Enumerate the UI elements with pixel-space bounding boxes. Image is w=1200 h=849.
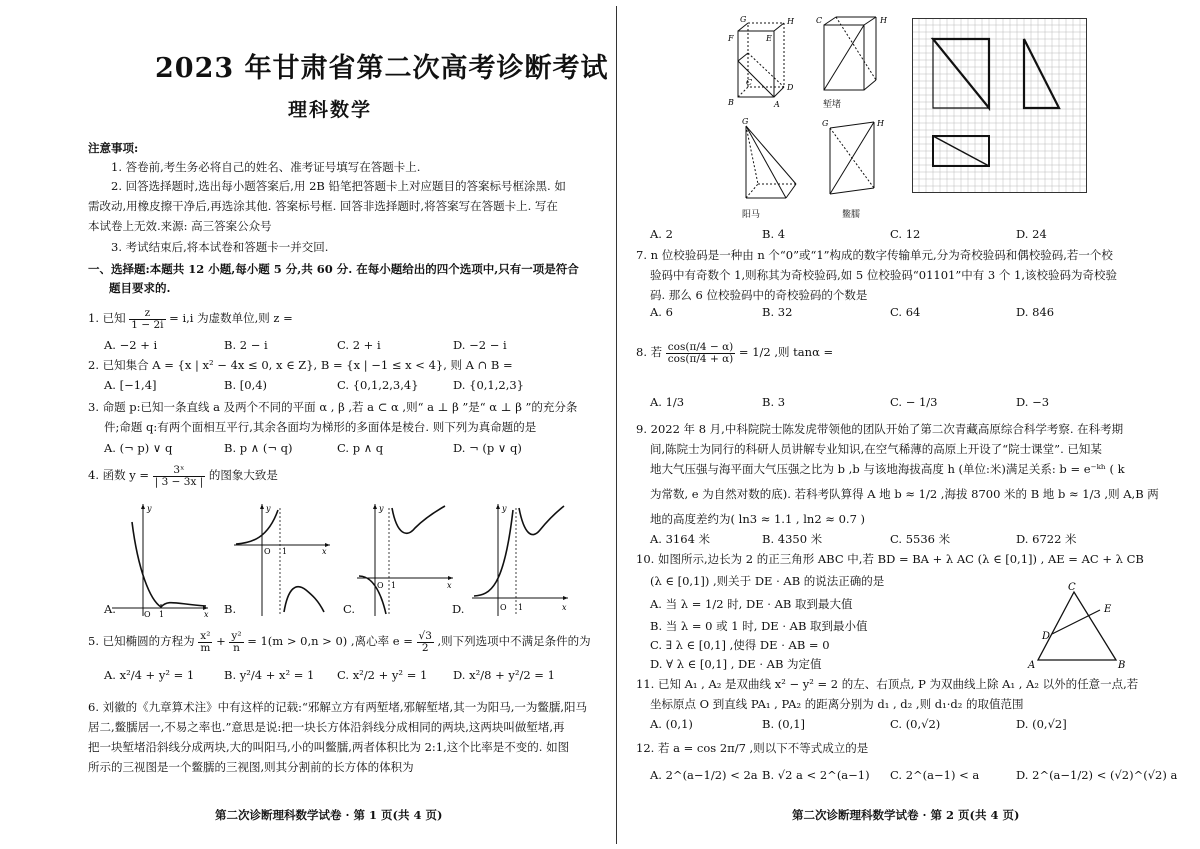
page-2 [622,0,1200,849]
option[interactable]: D. 6722 米 [1016,532,1077,546]
graph-c[interactable] [355,500,455,618]
option[interactable]: D. −3 [1016,395,1050,409]
option[interactable]: B. 2 − i [224,338,268,352]
exam-subtitle: 理科数学 [288,99,373,121]
svg-text:x: x [204,610,209,618]
question-12: 12. 若 a = cos 2π/7 ,则以下不等式成立的是 [636,741,869,755]
triangle-abc-figure [1022,582,1152,672]
tri-label-d: D [1042,631,1051,642]
tri-label-c: C [1068,582,1076,593]
question-9e: 地的高度差约为( ln3 ≈ 1.1 , ln2 ≈ 0.7 ) [650,512,866,526]
option[interactable]: C. 2^(a−1) < a [890,768,980,782]
option[interactable]: D. ¬ (p ∨ q) [453,441,522,455]
question-9a: 9. 2022 年 8 月,中科院院士陈发虎带领他的团队开始了第二次青藏高原综合科学考察. 在科考期 [636,422,1124,436]
svg-text:G: G [740,15,747,24]
question-11a: 11. 已知 A₁ , A₂ 是双曲线 x² − y² = 2 的左、右顶点, P 为双曲线上除 A₁ , A₂ 以外的任意一点,若 [636,677,1139,691]
notice-1: 1. 答卷前,考生务必将自己的姓名、准考证号填写在答题卡上. [111,160,421,174]
option[interactable]: A. x²/4 + y² = 1 [104,668,195,682]
notice-3: 3. 考试结束后,将本试卷和答题卡一并交回. [111,240,329,254]
question-10-option-c[interactable]: C. ∃ λ ∈ [0,1] ,使得 DE · AB = 0 [650,638,830,652]
option[interactable]: B. √2 a < 2^(a−1) [762,768,870,782]
three-view-grid [912,18,1087,193]
question-7b: 验码中有奇数个 1,则称其为奇校验码,如 5 位校验码“01101”中有 3 个 1,该校验码为奇校验 [650,268,1118,282]
option[interactable]: A. −2 + i [104,338,158,352]
option[interactable]: A. 2 [650,227,673,241]
notice-2b: 需改动,用橡皮擦干净后,再选涂其他. 答案标号框. 回答非选择题时,将答案写在答题卡上. 写在 [88,199,558,213]
option[interactable]: D. −2 − i [453,338,507,352]
question-3b: 件;命题 q:有两个面相互平行,其余各面均为梯形的多面体是棱台. 则下列为真命题的是 [104,420,537,434]
qiandu-figure [814,15,894,95]
tri-label-a: A [1028,660,1036,671]
option[interactable]: C. p ∧ q [337,441,384,455]
graph-b-label: B. [224,602,237,616]
svg-text:O: O [377,581,384,590]
svg-text:H: H [787,17,794,26]
question-11b: 坐标原点 O 到直线 PA₁ , PA₂ 的距离分别为 d₁ , d₂ ,则 d₁·d₂ 的取值范围 [650,697,1024,711]
option[interactable]: A. 1/3 [650,395,685,409]
option[interactable]: C. − 1/3 [890,395,938,409]
option[interactable]: C. {0,1,2,3,4} [337,378,419,392]
svg-text:y: y [266,504,271,513]
page-divider [616,6,617,844]
option[interactable]: D. 2^(a−1/2) < (√2)^(√2) a [1016,768,1178,782]
svg-text:y: y [379,504,384,513]
question-2: 2. 已知集合 A = {x | x² − 4x ≤ 0, x ∈ Z}, B = {x | −1 ≤ x < 4}, 则 A ∩ B = [88,358,513,372]
graph-a[interactable] [110,500,210,618]
option[interactable]: D. 846 [1016,305,1055,319]
bienao-label: 鳖臑 [842,210,861,220]
option[interactable]: B. p ∧ (¬ q) [224,441,293,455]
question-10-option-d[interactable]: D. ∀ λ ∈ [0,1] , DE · AB 为定值 [650,657,822,671]
question-7c: 码. 那么 6 位校验码中的奇校验码的个数是 [650,288,868,302]
notice-heading: 注意事项: [88,141,139,155]
option[interactable]: B. [0,4) [224,378,268,392]
option[interactable]: B. 3 [762,395,786,409]
option[interactable]: D. 24 [1016,227,1047,241]
question-6c: 把一块堑堵沿斜线分成两块,大的叫阳马,小的叫鳖臑,两者体积比为 2:1,这个比率是不变的. 如图 [88,740,570,754]
svg-text:G: G [742,118,749,126]
svg-text:1: 1 [159,610,165,618]
tri-label-e: E [1104,604,1112,615]
page-2-footer: 第二次诊断理科数学试卷 · 第 2 页(共 4 页) [792,808,1020,822]
section-heading-b: 题目要求的. [109,281,171,295]
question-6a: 6. 刘徽的《九章算术注》中有这样的记载:“邪解立方有两堑堵,邪解堑堵,其一为阳马,一为鳖臑,阳马 [88,700,587,714]
svg-text:1: 1 [518,603,524,612]
graph-d-label: D. [452,602,465,616]
svg-text:x: x [562,603,567,612]
question-10-option-b[interactable]: B. 当 λ = 0 或 1 时, DE · AB 取到最小值 [650,619,868,633]
notice-2a: 2. 回答选择题时,选出每小题答案后,用 2B 铅笔把答题卡上对应题目的答案标号框涂黑. 如 [111,179,566,193]
svg-text:C: C [816,16,823,25]
bienao-figure [814,118,894,210]
svg-text:H: H [877,119,884,128]
question-7a: 7. n 位校验码是一种由 n 个“0”或“1”构成的数字传输单元,分为奇校验码和偶校验码,若一个校 [636,248,1113,262]
svg-text:B: B [728,98,734,107]
option[interactable]: C. 2 + i [337,338,381,352]
question-9b: 间,陈院士为同行的科研人员讲解专业知识,在空气稀薄的高原上开设了“院士课堂”. 已知某 [650,442,1102,456]
option[interactable]: B. y²/4 + x² = 1 [224,668,315,682]
svg-text:H: H [880,16,887,25]
qiandu-label: 堑堵 [823,100,842,110]
question-9d: 为常数, e 为自然对数的底). 若科考队算得 A 地 b ≈ 1/2 ,海拔 8700 米的 B 地 b ≈ 1/3 ,则 A,B 两 [650,487,1159,501]
option[interactable]: C. (0,√2) [890,717,941,731]
cuboid-figure [724,15,814,110]
exam-title: 2023 年甘肃省第二次高考诊断考试 [155,53,609,84]
svg-text:y: y [147,504,152,513]
graph-c-label: C. [343,602,356,616]
option[interactable]: D. {0,1,2,3} [453,378,524,392]
option[interactable]: A. (¬ p) ∨ q [104,441,173,455]
option[interactable]: A. 2^(a−1/2) < 2a [650,768,758,782]
svg-text:1: 1 [391,581,397,590]
option[interactable]: B. 4350 米 [762,532,823,546]
option[interactable]: A. (0,1) [650,717,693,731]
svg-text:A: A [774,100,780,109]
question-1: 1. 已知 $\frac{z}{1 - 2i}$ = i,i 为虚数单位,则 z = [88,306,293,331]
question-6b: 居二,鳖臑居一,不易之率也.”意思是说:把一块长方体沿斜线分成相同的两块,这两块叫做堑堵,再 [88,720,565,734]
svg-text:G: G [822,119,829,128]
question-10b: (λ ∈ [0,1]) ,则关于 DE · AB 的说法正确的是 [650,574,885,588]
question-8: 8. 若 $\frac{\cos(\pi/4 - \alpha)}{\cos(\pi/4 + \alpha)}$ = 1/2 ,则 tanα = [636,340,834,365]
svg-text:C: C [746,78,753,87]
option[interactable]: D. x²/8 + y²/2 = 1 [453,668,555,682]
option[interactable]: A. 6 [650,305,673,319]
option[interactable]: D. (0,√2] [1016,717,1067,731]
tri-label-b: B [1118,660,1126,671]
section-heading-a: 一、选择题:本题共 12 小题,每小题 5 分,共 60 分. 在每小题给出的四个选项中,只有一项是符合 [88,262,579,276]
question-3a: 3. 命题 p:已知一条直线 a 及两个不同的平面 α , β ,若 a ⊂ α ,则“ a ⊥ β ”是“ α ⊥ β ”的充分条 [88,400,578,414]
page-1-footer: 第二次诊断理科数学试卷 · 第 1 页(共 4 页) [215,808,443,822]
svg-text:O: O [144,610,151,618]
graph-d[interactable] [470,500,570,618]
question-6d: 所示的三视图是一个鳖臑的三视图,则其分割前的长方体的体积为 [88,760,414,774]
yangma-figure [730,118,810,210]
svg-text:x: x [447,581,452,590]
svg-text:1: 1 [282,547,288,556]
svg-text:D: D [787,83,794,92]
question-10-option-a[interactable]: A. 当 λ = 1/2 时, DE · AB 取到最大值 [650,597,853,611]
option[interactable]: C. 12 [890,227,921,241]
option[interactable]: B. 4 [762,227,786,241]
option[interactable]: C. 5536 米 [890,532,951,546]
notice-2c: 本试卷上无效.来源: 高三答案公众号 [88,219,272,233]
svg-text:O: O [500,603,507,612]
graph-a-label: A. [104,602,116,616]
question-9c: 地大气压强与海平面大气压强之比为 b ,b 与该地海拔高度 h (单位:米)满足关系: b = e⁻ᵏʰ ( k [650,462,1125,476]
question-10a: 10. 如图所示,边长为 2 的正三角形 ABC 中,若 BD = BA + λ AC (λ ∈ [0,1]) , AE = AC + λ CB [636,552,1144,566]
option[interactable]: B. 32 [762,305,793,319]
option[interactable]: A. 3164 米 [650,532,711,546]
question-5: 5. 已知椭圆的方程为 $\frac{\text{x²}}{m}$ + $\frac{\text{y²}}{n}$ = 1(m > 0,n > 0) ,离心率 e = $\frac{√3}{2}$ ,则下列选项中不满足条件的为 [88,629,591,654]
option[interactable]: A. [−1,4] [104,378,157,392]
svg-text:y: y [502,504,507,513]
question-4: 4. 函数 y = $\frac{\text{3ˣ}}{| 3 - 3x |}$ 的图象大致是 [88,463,278,488]
option[interactable]: C. 64 [890,305,921,319]
option[interactable]: C. x²/2 + y² = 1 [337,668,428,682]
option[interactable]: B. (0,1] [762,717,806,731]
svg-text:O: O [264,547,271,556]
svg-text:x: x [322,547,327,556]
svg-text:F: F [728,34,734,43]
graph-b[interactable] [232,500,332,618]
yangma-label: 阳马 [742,210,761,220]
svg-text:E: E [766,34,772,43]
